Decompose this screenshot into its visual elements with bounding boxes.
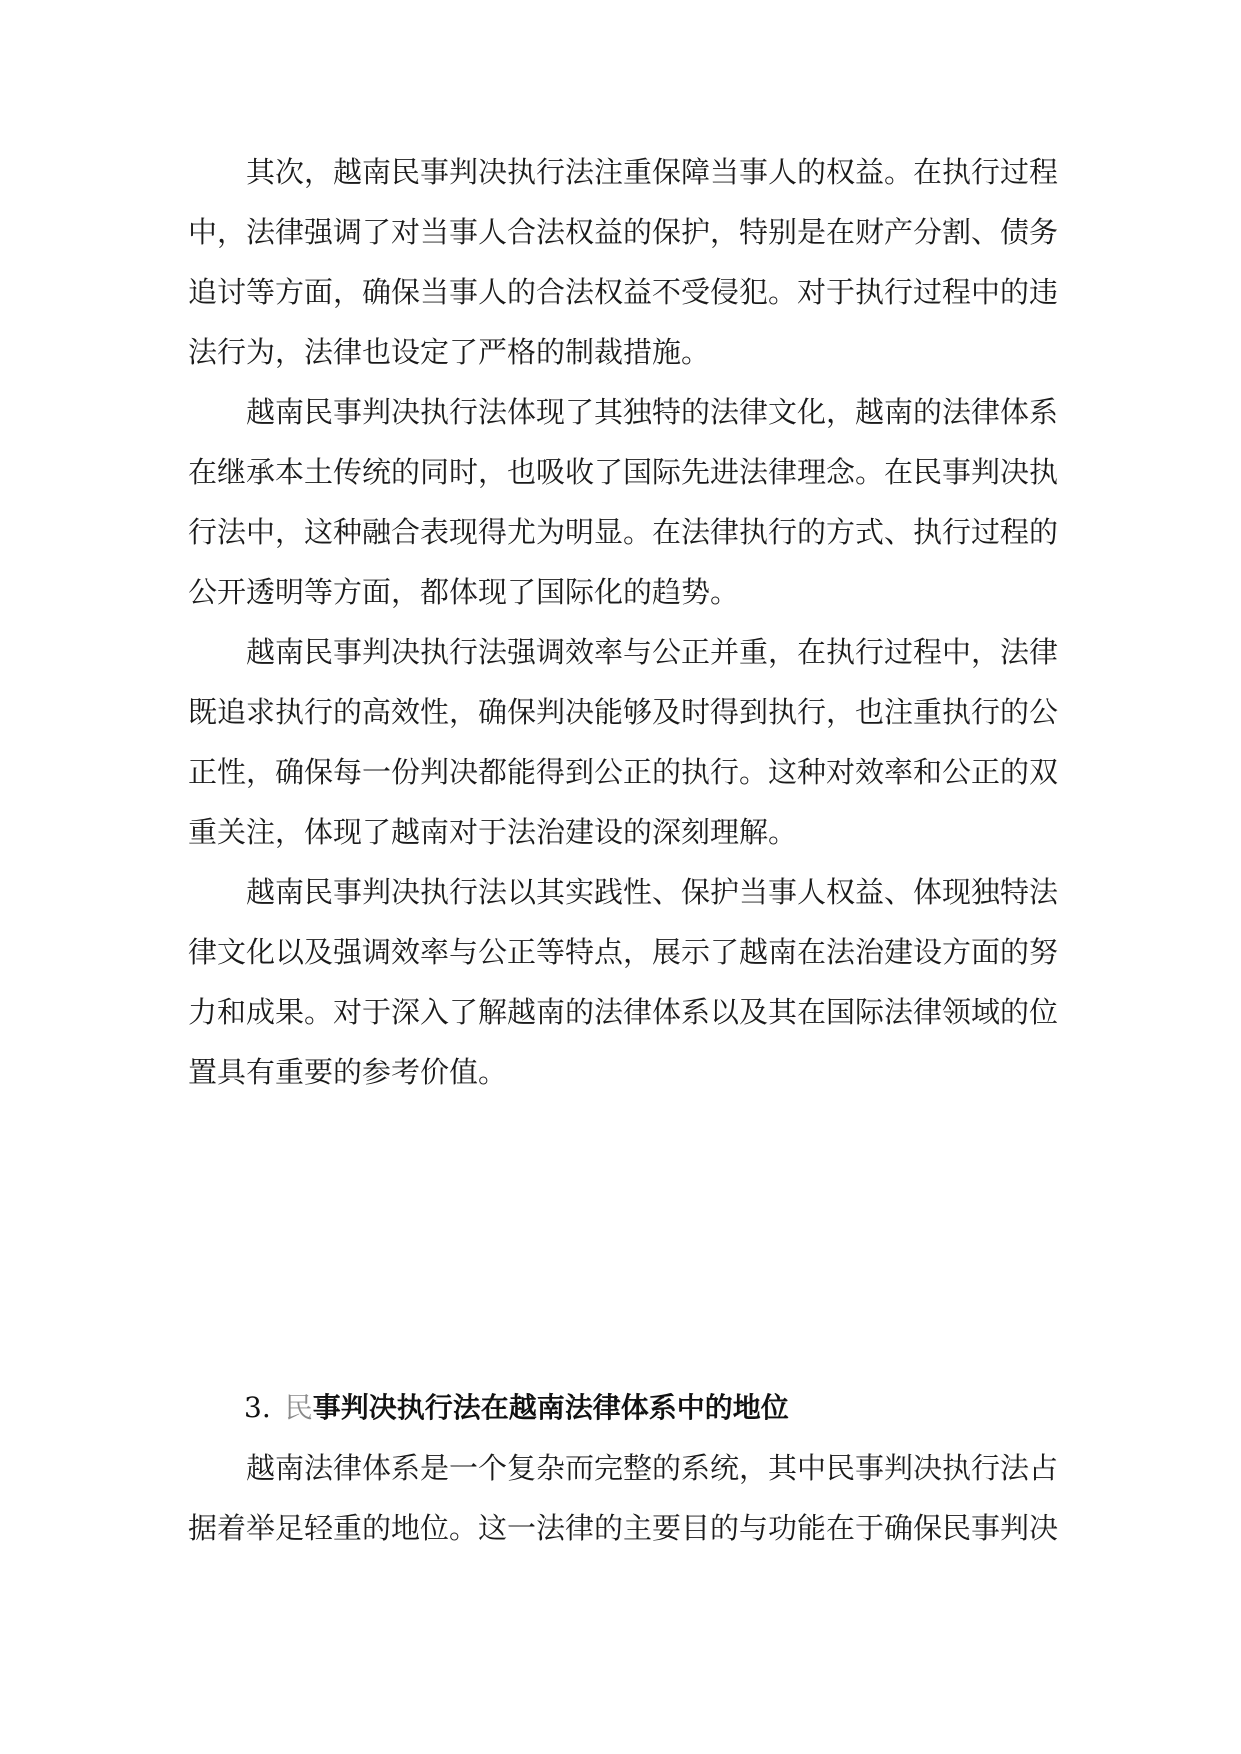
paragraph-rights-protection: 其次，越南民事判决执行法注重保障当事人的权益。在执行过程中，法律强调了对当事人合法权益的保护，特别是在财产分割、债务追讨等方面，确保当事人的合法权益不受侵犯。对于执行过程中的违法行为，法律也设定了严格的制裁措施。	[188, 155, 1059, 369]
section-heading-first-char: 民	[284, 1391, 313, 1424]
section-heading	[244, 1388, 789, 1428]
paragraph-section-intro: 越南法律体系是一个复杂而完整的系统，其中民事判决执行法占据着举足轻重的地位。这一法律的主要目的与功能在于确保民事判决	[188, 1451, 1059, 1545]
section-body-text	[188, 1438, 1058, 1558]
section-heading-text: 事判决执行法在越南法律体系中的地位	[312, 1391, 789, 1424]
body-text	[188, 142, 1058, 1102]
section-number: 3.	[244, 1391, 271, 1424]
paragraph-summary: 越南民事判决执行法以其实践性、保护当事人权益、体现独特法律文化以及强调效率与公正等特点，展示了越南在法治建设方面的努力和成果。对于深入了解越南的法律体系以及其在国际法律领域的位置具有重要的参考价值。	[188, 875, 1059, 1089]
paragraph-legal-culture: 越南民事判决执行法体现了其独特的法律文化，越南的法律体系在继承本土传统的同时，也吸收了国际先进法律理念。在民事判决执行法中，这种融合表现得尤为明显。在法律执行的方式、执行过程的公开透明等方面，都体现了国际化的趋势。	[188, 395, 1059, 609]
paragraph-efficiency-fairness: 越南民事判决执行法强调效率与公正并重，在执行过程中，法律既追求执行的高效性，确保判决能够及时得到执行，也注重执行的公正性，确保每一份判决都能得到公正的执行。这种对效率和公正的双重关注，体现了越南对于法治建设的深刻理解。	[188, 635, 1059, 849]
